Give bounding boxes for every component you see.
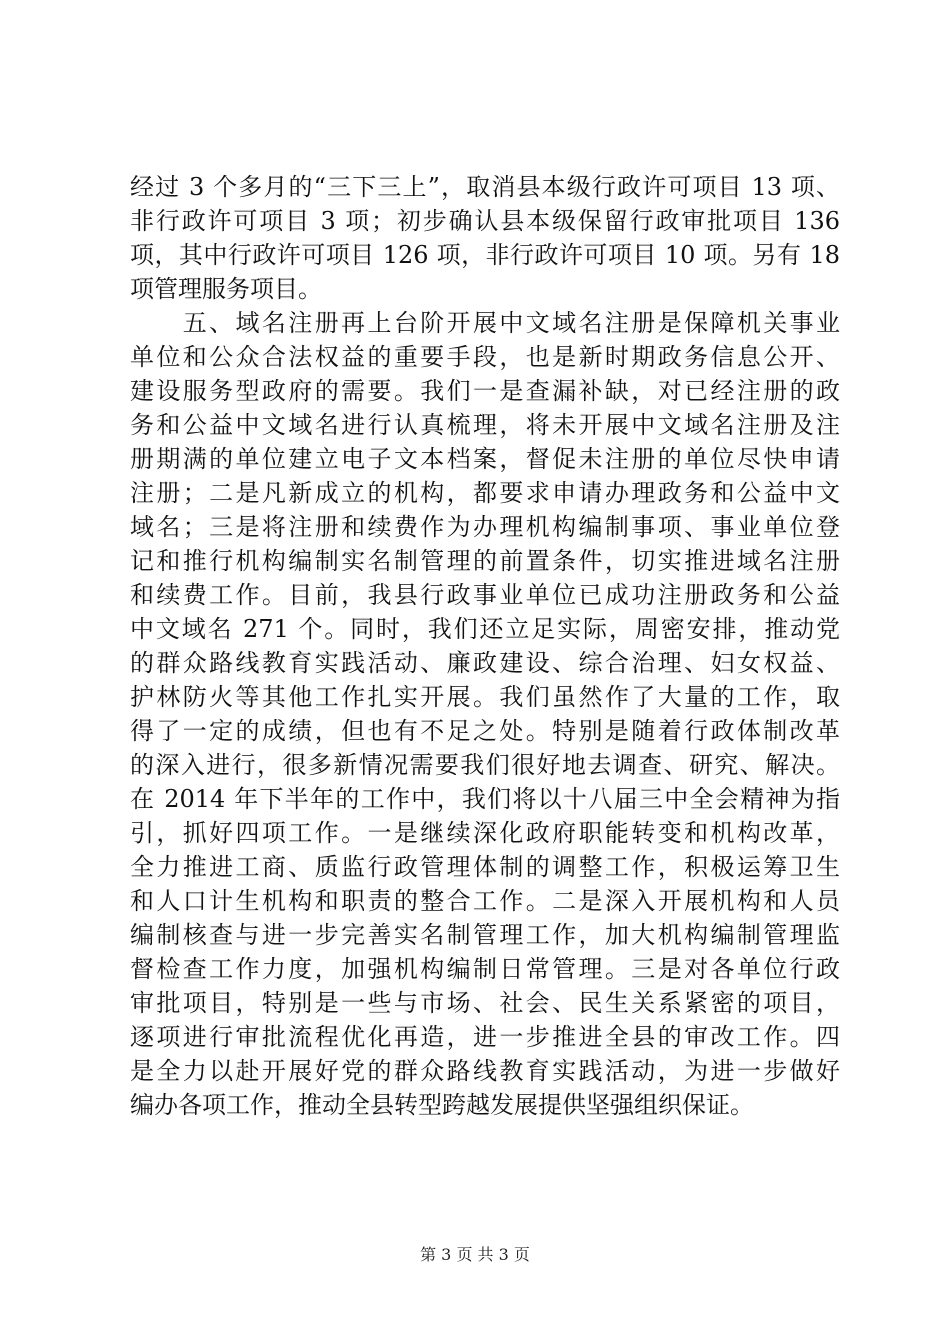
- text-line: 全力推进工商、质监行政管理体制的调整工作，积极运筹卫生: [130, 853, 840, 881]
- text-line: 中文域名 271 个。同时，我们还立足实际，周密安排，推动党: [130, 615, 840, 643]
- text-line: 务和公益中文域名进行认真梳理，将未开展中文域名注册及注: [130, 411, 840, 439]
- text-line: 编办各项工作，推动全县转型跨越发展提供坚强组织保证。: [130, 1091, 754, 1119]
- text-line: 在 2014 年下半年的工作中，我们将以十八届三中全会精神为指: [130, 785, 840, 813]
- text-line: 册期满的单位建立电子文本档案，督促未注册的单位尽快申请: [130, 445, 840, 473]
- text-line: 注册；二是凡新成立的机构，都要求申请办理政务和公益中文: [130, 479, 840, 507]
- text-line: 单位和公众合法权益的重要手段，也是新时期政务信息公开、: [130, 343, 840, 371]
- text-line: 是全力以赴开展好党的群众路线教育实践活动，为进一步做好: [130, 1057, 840, 1085]
- text-line: 逐项进行审批流程优化再造，进一步推进全县的审改工作。四: [130, 1023, 840, 1051]
- text-line: 引，抓好四项工作。一是继续深化政府职能转变和机构改革，: [130, 819, 840, 847]
- text-line: 建设服务型政府的需要。我们一是查漏补缺，对已经注册的政: [130, 377, 840, 405]
- text-line: 经过 3 个多月的“三下三上”，取消县本级行政许可项目 13 项、: [130, 173, 840, 201]
- text-line: 项，其中行政许可项目 126 项，非行政许可项目 10 项。另有 18: [130, 241, 840, 269]
- text-line: 域名；三是将注册和续费作为办理机构编制事项、事业单位登: [130, 513, 840, 541]
- text-line: 非行政许可项目 3 项；初步确认县本级保留行政审批项目 136: [130, 207, 840, 235]
- text-line: 护林防火等其他工作扎实开展。我们虽然作了大量的工作，取: [130, 683, 840, 711]
- text-line: 记和推行机构编制实名制管理的前置条件，切实推进域名注册: [130, 547, 840, 575]
- text-line: 审批项目，特别是一些与市场、社会、民生关系紧密的项目，: [130, 989, 840, 1017]
- text-line: 和续费工作。目前，我县行政事业单位已成功注册政务和公益: [130, 581, 840, 609]
- text-line: 的群众路线教育实践活动、廉政建设、综合治理、妇女权益、: [130, 649, 840, 677]
- text-line: 的深入进行，很多新情况需要我们很好地去调查、研究、解决。: [130, 751, 840, 779]
- text-line: 得了一定的成绩，但也有不足之处。特别是随着行政体制改革: [130, 717, 840, 745]
- text-line: 五、域名注册再上台阶开展中文域名注册是保障机关事业: [130, 309, 840, 337]
- text-line: 督检查工作力度，加强机构编制日常管理。三是对各单位行政: [130, 955, 840, 983]
- text-line: 项管理服务项目。: [130, 275, 322, 303]
- body-text: [130, 170, 840, 1122]
- page-footer: 第 3 页 共 3 页: [420, 1245, 530, 1264]
- text-line: 编制核查与进一步完善实名制管理工作，加大机构编制管理监: [130, 921, 840, 949]
- text-line: 和人口计生机构和职责的整合工作。二是深入开展机构和人员: [130, 887, 840, 915]
